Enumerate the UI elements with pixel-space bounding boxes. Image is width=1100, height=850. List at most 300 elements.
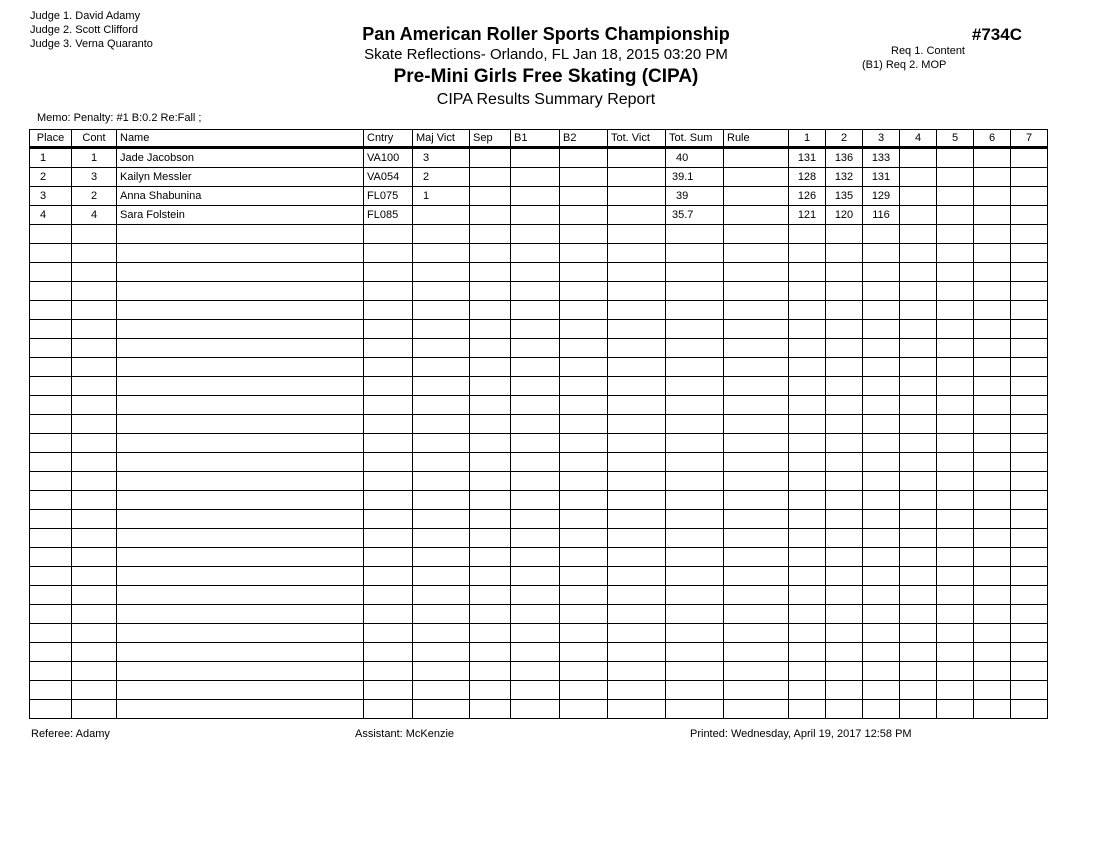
table-cell	[900, 510, 937, 529]
table-cell	[724, 472, 789, 491]
table-cell	[789, 472, 826, 491]
table-cell	[511, 168, 560, 187]
table-cell	[666, 339, 724, 358]
table-cell	[560, 586, 608, 605]
table-cell	[413, 643, 470, 662]
empty-row	[30, 396, 1048, 415]
table-cell	[608, 662, 666, 681]
table-cell	[413, 358, 470, 377]
table-cell	[826, 605, 863, 624]
table-cell	[117, 339, 364, 358]
table-cell: 39.1	[666, 168, 724, 187]
table-cell	[470, 148, 511, 168]
table-cell	[117, 434, 364, 453]
table-cell	[724, 453, 789, 472]
table-cell	[863, 339, 900, 358]
table-cell	[511, 206, 560, 225]
table-cell	[608, 491, 666, 510]
empty-row	[30, 700, 1048, 719]
table-cell	[789, 586, 826, 605]
empty-row	[30, 548, 1048, 567]
table-cell	[560, 529, 608, 548]
column-header: 7	[1011, 130, 1048, 148]
table-cell	[608, 529, 666, 548]
event-title: Pre-Mini Girls Free Skating (CIPA)	[393, 66, 699, 87]
table-cell	[863, 681, 900, 700]
table-cell	[608, 548, 666, 567]
table-cell	[470, 567, 511, 586]
table-cell	[30, 415, 72, 434]
table-cell	[863, 624, 900, 643]
memo: Memo: Penalty: #1 B:0.2 Re:Fall ;	[37, 112, 202, 124]
table-cell	[30, 339, 72, 358]
table-cell	[900, 358, 937, 377]
table-cell	[511, 681, 560, 700]
results-table	[29, 129, 1048, 719]
table-cell	[826, 567, 863, 586]
table-cell	[511, 548, 560, 567]
table-cell	[30, 358, 72, 377]
table-cell	[30, 301, 72, 320]
table-cell	[666, 605, 724, 624]
table-cell	[1011, 187, 1048, 206]
table-cell	[1011, 662, 1048, 681]
table-cell	[608, 168, 666, 187]
table-cell	[117, 320, 364, 339]
table-cell	[511, 415, 560, 434]
table-cell	[511, 700, 560, 719]
table-cell	[937, 586, 974, 605]
table-cell	[666, 510, 724, 529]
table-cell	[826, 263, 863, 282]
table-cell	[511, 662, 560, 681]
table-cell	[900, 643, 937, 662]
table-cell: 3	[72, 168, 117, 187]
table-cell	[974, 434, 1011, 453]
table-cell	[937, 510, 974, 529]
table-cell	[511, 491, 560, 510]
table-cell	[511, 529, 560, 548]
table-cell	[826, 643, 863, 662]
empty-row	[30, 605, 1048, 624]
empty-row	[30, 339, 1048, 358]
table-cell	[560, 415, 608, 434]
table-cell	[900, 624, 937, 643]
table-cell: 4	[30, 206, 72, 225]
table-cell	[724, 624, 789, 643]
table-cell	[117, 567, 364, 586]
table-cell	[560, 301, 608, 320]
table-cell	[470, 263, 511, 282]
table-cell	[30, 377, 72, 396]
table-cell	[72, 472, 117, 491]
table-cell	[724, 510, 789, 529]
table-cell	[724, 168, 789, 187]
empty-row	[30, 624, 1048, 643]
table-cell	[511, 377, 560, 396]
table-cell	[1011, 605, 1048, 624]
table-cell	[666, 586, 724, 605]
table-cell: 136	[826, 148, 863, 168]
table-cell	[937, 320, 974, 339]
table-cell	[724, 643, 789, 662]
table-cell	[666, 681, 724, 700]
table-cell: 1	[72, 148, 117, 168]
table-cell	[863, 453, 900, 472]
assistant: Assistant: McKenzie	[355, 728, 455, 740]
table-cell	[413, 472, 470, 491]
table-cell	[608, 624, 666, 643]
table-cell	[789, 529, 826, 548]
table-cell	[117, 396, 364, 415]
table-cell	[364, 434, 413, 453]
table-cell	[724, 377, 789, 396]
table-cell	[470, 700, 511, 719]
table-cell	[511, 263, 560, 282]
table-cell	[900, 168, 937, 187]
table-cell	[413, 586, 470, 605]
table-cell	[1011, 244, 1048, 263]
table-cell	[937, 377, 974, 396]
table-cell	[364, 681, 413, 700]
table-cell	[72, 491, 117, 510]
table-cell	[863, 586, 900, 605]
table-cell	[724, 529, 789, 548]
table-cell	[1011, 548, 1048, 567]
column-header: Place	[30, 130, 72, 148]
table-cell	[470, 415, 511, 434]
table-cell: 126	[789, 187, 826, 206]
table-cell	[863, 643, 900, 662]
table-cell	[974, 662, 1011, 681]
table-cell	[1011, 643, 1048, 662]
table-cell	[511, 358, 560, 377]
table-cell	[826, 377, 863, 396]
table-cell	[560, 148, 608, 168]
table-cell	[560, 662, 608, 681]
column-header: 5	[937, 130, 974, 148]
table-cell	[560, 510, 608, 529]
table-cell	[608, 225, 666, 244]
table-cell	[560, 624, 608, 643]
table-cell	[413, 700, 470, 719]
table-cell	[789, 282, 826, 301]
table-cell	[974, 396, 1011, 415]
empty-row	[30, 491, 1048, 510]
table-cell	[511, 396, 560, 415]
table-cell	[937, 643, 974, 662]
table-cell	[117, 662, 364, 681]
table-cell	[117, 263, 364, 282]
table-cell	[826, 320, 863, 339]
table-cell	[974, 529, 1011, 548]
table-cell	[863, 301, 900, 320]
column-header: Name	[117, 130, 364, 148]
table-cell	[900, 567, 937, 586]
table-cell	[1011, 700, 1048, 719]
table-cell	[413, 301, 470, 320]
table-cell	[937, 148, 974, 168]
column-header: Tot. Sum	[666, 130, 724, 148]
table-cell: 128	[789, 168, 826, 187]
table-cell	[666, 548, 724, 567]
table-cell	[937, 225, 974, 244]
table-cell: 2	[413, 168, 470, 187]
table-cell	[724, 148, 789, 168]
column-header: Cont	[72, 130, 117, 148]
table-cell	[937, 472, 974, 491]
table-cell	[470, 605, 511, 624]
table-cell: 129	[863, 187, 900, 206]
table-cell	[30, 282, 72, 301]
requirement-1: Req 1. Content	[891, 45, 965, 57]
table-cell	[72, 643, 117, 662]
table-cell	[789, 643, 826, 662]
table-cell: VA100	[364, 148, 413, 168]
empty-row	[30, 529, 1048, 548]
table-cell	[470, 396, 511, 415]
table-cell	[364, 282, 413, 301]
table-cell	[1011, 624, 1048, 643]
table-cell	[72, 263, 117, 282]
table-cell	[974, 339, 1011, 358]
table-cell: 40	[666, 148, 724, 168]
table-cell	[470, 434, 511, 453]
table-cell	[1011, 168, 1048, 187]
table-cell	[937, 263, 974, 282]
table-cell	[974, 415, 1011, 434]
table-cell	[364, 377, 413, 396]
table-cell	[608, 377, 666, 396]
table-cell	[72, 510, 117, 529]
table-cell	[789, 225, 826, 244]
table-cell	[30, 320, 72, 339]
table-cell	[117, 377, 364, 396]
table-cell	[608, 415, 666, 434]
table-cell	[974, 681, 1011, 700]
table-cell	[560, 358, 608, 377]
table-cell	[72, 453, 117, 472]
table-cell	[1011, 453, 1048, 472]
table-cell	[724, 491, 789, 510]
table-cell	[724, 586, 789, 605]
table-cell	[724, 662, 789, 681]
table-cell	[724, 434, 789, 453]
table-cell	[666, 472, 724, 491]
table-cell	[937, 434, 974, 453]
table-cell	[900, 586, 937, 605]
table-cell	[1011, 681, 1048, 700]
empty-row	[30, 263, 1048, 282]
table-cell	[724, 605, 789, 624]
table-cell	[413, 567, 470, 586]
table-cell	[863, 396, 900, 415]
table-cell	[863, 358, 900, 377]
table-cell	[789, 244, 826, 263]
empty-row	[30, 415, 1048, 434]
table-cell	[974, 624, 1011, 643]
table-cell	[826, 301, 863, 320]
table-cell	[364, 301, 413, 320]
table-cell	[974, 301, 1011, 320]
table-cell	[937, 453, 974, 472]
table-cell	[826, 244, 863, 263]
table-cell	[1011, 301, 1048, 320]
table-cell	[666, 567, 724, 586]
table-cell	[937, 548, 974, 567]
table-cell	[863, 377, 900, 396]
table-cell	[413, 206, 470, 225]
table-cell	[470, 282, 511, 301]
table-cell	[937, 168, 974, 187]
table-cell	[974, 187, 1011, 206]
table-cell	[608, 148, 666, 168]
table-cell	[364, 225, 413, 244]
table-cell	[413, 244, 470, 263]
table-cell	[826, 548, 863, 567]
column-header: Tot. Vict	[608, 130, 666, 148]
table-cell	[900, 472, 937, 491]
table-cell	[364, 510, 413, 529]
table-cell	[608, 700, 666, 719]
column-header: Cntry	[364, 130, 413, 148]
requirements-list	[862, 44, 965, 72]
table-cell	[72, 415, 117, 434]
table-cell	[608, 206, 666, 225]
column-header: B1	[511, 130, 560, 148]
table-cell	[863, 434, 900, 453]
table-cell	[470, 320, 511, 339]
table-cell	[937, 358, 974, 377]
table-cell	[560, 320, 608, 339]
table-cell	[1011, 510, 1048, 529]
table-cell	[1011, 567, 1048, 586]
table-cell	[863, 263, 900, 282]
table-cell	[724, 567, 789, 586]
table-cell	[789, 263, 826, 282]
table-cell	[666, 529, 724, 548]
empty-row	[30, 282, 1048, 301]
table-cell	[560, 681, 608, 700]
table-cell	[470, 187, 511, 206]
table-cell	[511, 605, 560, 624]
table-cell	[560, 548, 608, 567]
empty-row	[30, 320, 1048, 339]
table-cell	[789, 301, 826, 320]
table-cell	[511, 453, 560, 472]
table-cell	[724, 244, 789, 263]
table-cell	[826, 681, 863, 700]
table-cell	[724, 320, 789, 339]
table-cell	[608, 510, 666, 529]
table-cell	[974, 148, 1011, 168]
table-cell	[30, 605, 72, 624]
table-cell	[826, 415, 863, 434]
table-cell	[470, 244, 511, 263]
table-cell	[413, 662, 470, 681]
empty-row	[30, 472, 1048, 491]
table-cell	[937, 662, 974, 681]
table-cell: 4	[72, 206, 117, 225]
table-cell	[974, 643, 1011, 662]
table-cell	[974, 453, 1011, 472]
table-cell	[30, 586, 72, 605]
table-cell	[470, 377, 511, 396]
table-cell	[364, 548, 413, 567]
table-row	[30, 187, 1048, 206]
table-cell	[117, 282, 364, 301]
table-cell	[666, 282, 724, 301]
table-cell	[937, 339, 974, 358]
table-cell	[608, 358, 666, 377]
table-cell	[863, 567, 900, 586]
table-cell	[937, 681, 974, 700]
table-cell	[789, 624, 826, 643]
table-cell	[974, 358, 1011, 377]
table-cell	[826, 453, 863, 472]
empty-row	[30, 510, 1048, 529]
table-cell	[364, 700, 413, 719]
table-cell	[826, 510, 863, 529]
table-cell: 131	[789, 148, 826, 168]
table-cell	[724, 187, 789, 206]
table-cell	[117, 491, 364, 510]
table-cell	[72, 282, 117, 301]
table-cell	[560, 567, 608, 586]
table-cell	[511, 282, 560, 301]
table-cell	[1011, 225, 1048, 244]
table-cell: 1	[413, 187, 470, 206]
table-cell	[511, 586, 560, 605]
table-cell	[560, 491, 608, 510]
table-cell	[413, 491, 470, 510]
table-cell	[72, 548, 117, 567]
table-cell	[826, 434, 863, 453]
table-cell	[72, 225, 117, 244]
table-cell	[789, 434, 826, 453]
table-cell	[364, 643, 413, 662]
table-cell	[413, 624, 470, 643]
table-cell	[900, 244, 937, 263]
table-cell	[72, 377, 117, 396]
column-header: 3	[863, 130, 900, 148]
table-cell	[666, 301, 724, 320]
table-cell	[900, 453, 937, 472]
table-cell	[470, 339, 511, 358]
table-cell	[470, 225, 511, 244]
header-row	[30, 130, 1048, 148]
table-cell	[117, 548, 364, 567]
table-cell	[974, 282, 1011, 301]
table-cell	[789, 662, 826, 681]
table-cell	[364, 472, 413, 491]
table-cell	[937, 491, 974, 510]
table-cell	[974, 472, 1011, 491]
table-cell: 133	[863, 148, 900, 168]
table-cell	[560, 396, 608, 415]
table-cell	[608, 263, 666, 282]
table-cell	[117, 415, 364, 434]
table-cell	[863, 282, 900, 301]
table-cell	[937, 282, 974, 301]
table-cell: 121	[789, 206, 826, 225]
table-cell	[974, 700, 1011, 719]
table-cell	[974, 320, 1011, 339]
table-cell	[72, 700, 117, 719]
table-cell	[826, 491, 863, 510]
empty-row	[30, 244, 1048, 263]
table-cell	[30, 434, 72, 453]
